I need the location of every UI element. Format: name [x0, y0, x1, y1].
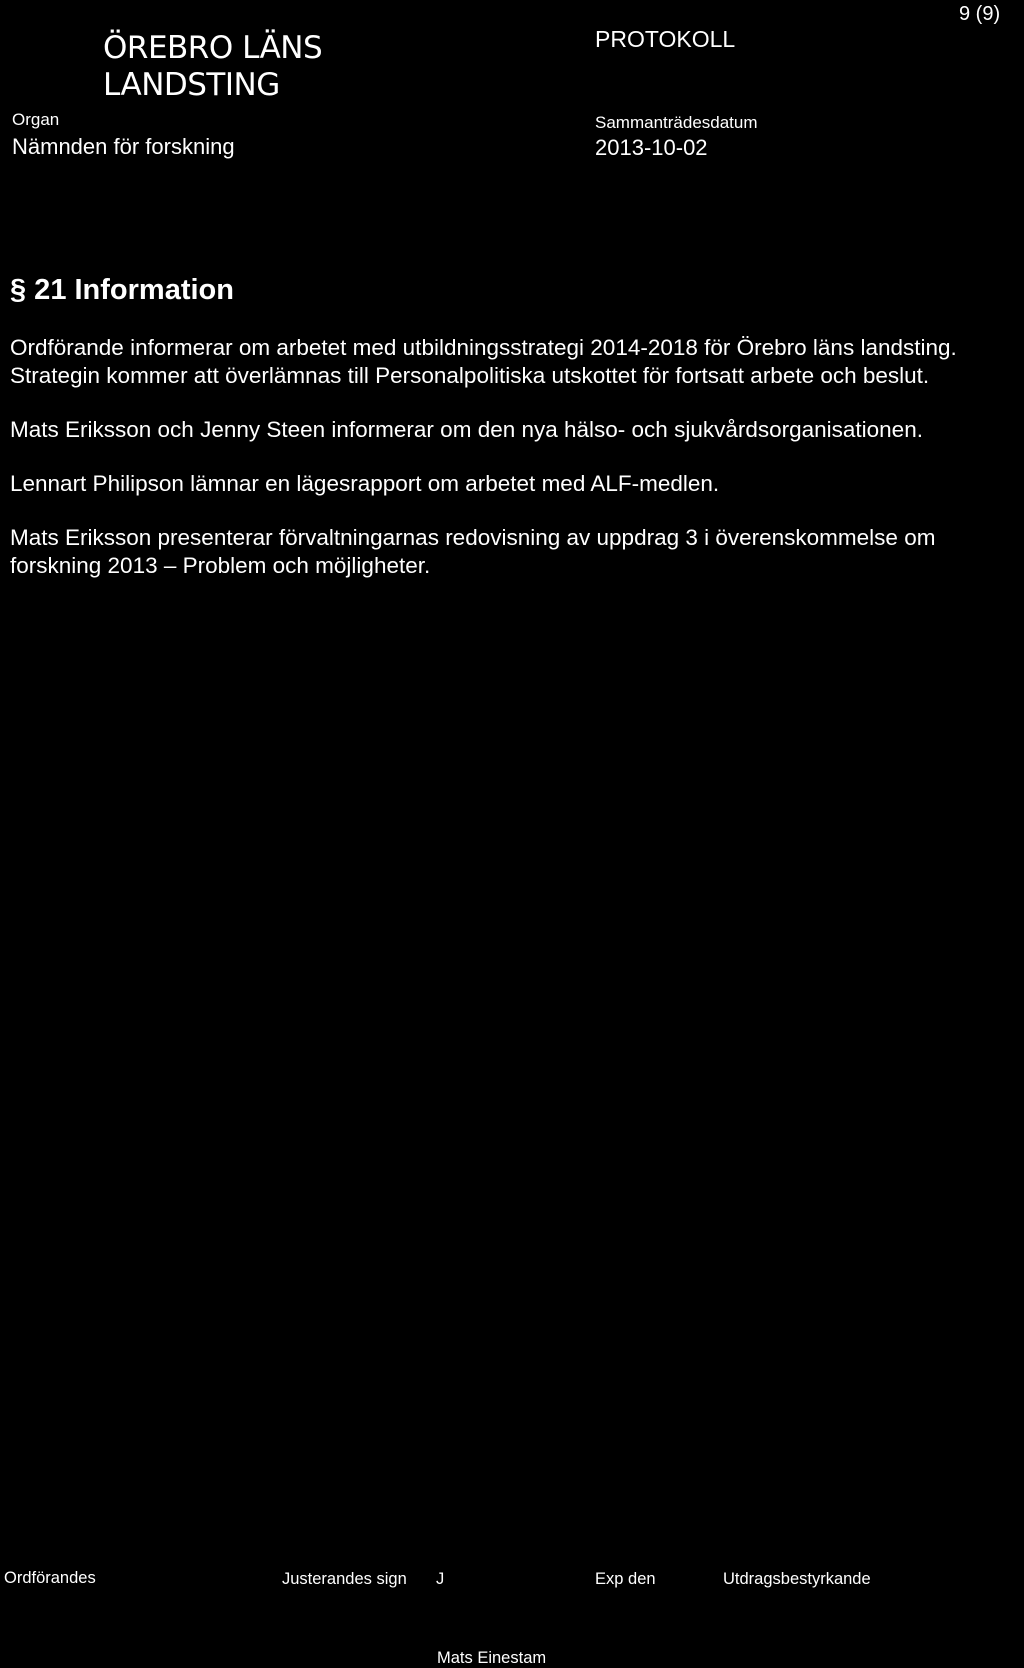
paragraph-line: Mats Eriksson och Jenny Steen informerar om den nya hälso- och sjukvårdsorganisationen.: [10, 417, 923, 442]
signature-name: Mats Einestam: [437, 1649, 547, 1667]
chair-signature-label: Ordförandes: [4, 1569, 96, 1587]
section-body: [10, 334, 1020, 606]
paragraph: [10, 524, 1020, 580]
adjuster-signature-label: Justerandes sign: [282, 1570, 407, 1588]
organ-label: Organ: [12, 110, 60, 129]
expedition-date-label: Exp den: [595, 1570, 656, 1588]
document-type: PROTOKOLL: [595, 26, 736, 52]
paragraph-line: Mats Eriksson presenterar förvaltningarnas redovisning av uppdrag 3 i överenskommelse om: [10, 525, 936, 550]
paragraph-line: Strategin kommer att överlämnas till Personalpolitiska utskottet för fortsatt arbete och beslut.: [10, 363, 930, 388]
paragraph: [10, 334, 1020, 390]
section-title: § 21 Information: [10, 274, 234, 306]
paragraph: [10, 416, 1020, 444]
paragraph-line: forskning 2013 – Problem och möjligheter.: [10, 553, 431, 578]
paragraph-line: Lennart Philipson lämnar en lägesrapport om arbetet med ALF-medlen.: [10, 471, 720, 496]
organ-value: Nämnden för forskning: [12, 134, 235, 159]
meeting-date-label: Sammanträdesdatum: [595, 113, 758, 132]
org-logo-line-2: LANDSTING: [103, 67, 280, 103]
org-logo-line-1: ÖREBRO LÄNS: [103, 30, 323, 66]
adjuster-signature-mark: J: [436, 1570, 445, 1588]
paragraph-line: Ordförande informerar om arbetet med utbildningsstrategi 2014-2018 för Örebro läns landsting.: [10, 335, 957, 360]
meeting-date-value: 2013-10-02: [595, 135, 708, 160]
extract-certification-label: Utdragsbestyrkande: [723, 1570, 871, 1588]
paragraph: [10, 470, 1020, 498]
page-number: 9 (9): [959, 3, 1001, 25]
